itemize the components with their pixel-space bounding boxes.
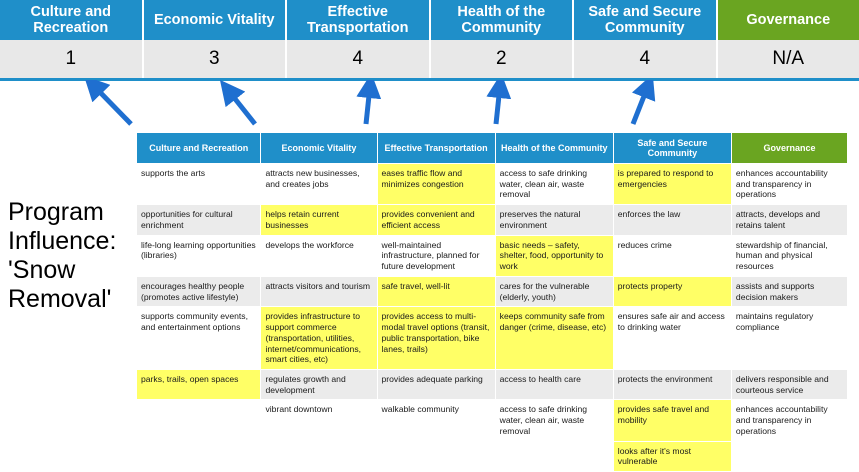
matrix-cell: is prepared to respond to emergencies — [613, 164, 731, 205]
matrix-cell: life-long learning opportunities (libraries) — [137, 235, 261, 276]
matrix-body — [137, 164, 848, 472]
matrix-cell: enhances accountability and transparency in operations — [731, 164, 847, 205]
matrix-cell: access to safe drinking water, clean air, waste removal — [495, 164, 613, 205]
table-row — [137, 205, 848, 235]
goal-score-governance: N/A — [718, 40, 859, 78]
matrix-header-row — [137, 133, 848, 164]
goal-score-economic-vitality: 3 — [144, 40, 288, 78]
arrow-group — [0, 80, 859, 132]
goal-header-label: Effective Transportation — [291, 4, 425, 36]
matrix-cell: access to safe drinking water, clean air, waste removal — [495, 400, 613, 441]
matrix-cell — [261, 441, 377, 471]
caption-line-3: 'Snow — [8, 256, 136, 285]
matrix-cell: well-maintained infrastructure, planned for future development — [377, 235, 495, 276]
table-row — [137, 276, 848, 306]
goal-header-label: Safe and Secure Community — [578, 4, 712, 36]
matrix-cell: maintains regulatory compliance — [731, 307, 847, 370]
goal-header-economic-vitality — [144, 0, 288, 40]
caption-line-1: Program — [8, 198, 136, 227]
matrix-cell: supports the arts — [137, 164, 261, 205]
matrix-cell: delivers responsible and courteous service — [731, 370, 847, 400]
matrix-cell: preserves the natural environment — [495, 205, 613, 235]
caption-line-2: Influence: — [8, 227, 136, 256]
goal-score-health-of-the-community: 2 — [431, 40, 575, 78]
matrix-cell: vibrant downtown — [261, 400, 377, 441]
matrix-cell: regulates growth and development — [261, 370, 377, 400]
matrix-cell: protects property — [613, 276, 731, 306]
matrix-cell: attracts visitors and tourism — [261, 276, 377, 306]
goal-score-safe-and-secure-community: 4 — [574, 40, 718, 78]
matrix-cell — [495, 441, 613, 471]
matrix-cell: ensures safe air and access to drinking water — [613, 307, 731, 370]
matrix-cell: provides safe travel and mobility — [613, 400, 731, 441]
matrix-cell — [377, 441, 495, 471]
matrix-cell: provides adequate parking — [377, 370, 495, 400]
matrix-cell: supports community events, and entertainment options — [137, 307, 261, 370]
goal-score-culture-and-recreation: 1 — [0, 40, 144, 78]
goal-header-label: Culture and Recreation — [4, 4, 138, 36]
goal-outcomes-matrix — [136, 132, 848, 472]
matrix-header-governance: Governance — [731, 133, 847, 164]
matrix-cell: looks after it's most vulnerable — [613, 441, 731, 471]
matrix-cell: access to health care — [495, 370, 613, 400]
matrix-cell: enforces the law — [613, 205, 731, 235]
matrix-header-effective-transportation: Effective Transportation — [377, 133, 495, 164]
matrix-cell: attracts, develops and retains talent — [731, 205, 847, 235]
matrix-cell: protects the environment — [613, 370, 731, 400]
arrow-culture-and-recreation — [93, 85, 131, 124]
goal-header-governance — [718, 0, 859, 40]
table-row — [137, 235, 848, 276]
matrix-cell: keeps community safe from danger (crime, disease, etc) — [495, 307, 613, 370]
matrix-cell: provides infrastructure to support commerce (transportation, utilities, internet/communications, smart cities, etc) — [261, 307, 377, 370]
goal-score-band — [0, 40, 859, 78]
matrix-header-economic-vitality: Economic Vitality — [261, 133, 377, 164]
goal-header-label: Economic Vitality — [154, 12, 275, 28]
table-row — [137, 307, 848, 370]
matrix-cell: walkable community — [377, 400, 495, 441]
matrix-cell: helps retain current businesses — [261, 205, 377, 235]
matrix-cell: safe travel, well-lit — [377, 276, 495, 306]
matrix-cell: provides convenient and efficient access — [377, 205, 495, 235]
matrix-cell: assists and supports decision makers — [731, 276, 847, 306]
goal-header-band — [0, 0, 859, 40]
matrix-cell: opportunities for cultural enrichment — [137, 205, 261, 235]
goal-header-label: Health of the Community — [435, 4, 569, 36]
program-influence-caption — [8, 198, 136, 314]
arrow-economic-vitality — [228, 90, 255, 124]
goal-header-safe-and-secure-community — [574, 0, 718, 40]
arrow-safe-and-secure-community — [633, 86, 648, 124]
matrix-cell: enhances accountability and transparency in operations — [731, 400, 847, 441]
matrix-cell: stewardship of financial, human and physical resources — [731, 235, 847, 276]
arrow-effective-transportation — [366, 86, 370, 124]
matrix-cell: basic needs – safety, shelter, food, opportunity to work — [495, 235, 613, 276]
matrix-header-health-of-the-community: Health of the Community — [495, 133, 613, 164]
matrix-cell: encourages healthy people (promotes active lifestyle) — [137, 276, 261, 306]
matrix-cell: provides access to multi-modal travel options (transit, public transportation, bike lanes, trails) — [377, 307, 495, 370]
matrix-cell — [137, 441, 261, 471]
table-row — [137, 441, 848, 471]
matrix-cell — [137, 400, 261, 441]
matrix-cell: cares for the vulnerable (elderly, youth) — [495, 276, 613, 306]
arrow-health-of-the-community — [496, 86, 500, 124]
matrix-header-safe-and-secure-community: Safe and Secure Community — [613, 133, 731, 164]
matrix-cell: attracts new businesses, and creates jobs — [261, 164, 377, 205]
matrix-cell: parks, trails, open spaces — [137, 370, 261, 400]
matrix-cell: develops the workforce — [261, 235, 377, 276]
caption-line-4: Removal' — [8, 285, 136, 314]
table-row — [137, 164, 848, 205]
matrix-cell: eases traffic flow and minimizes congestion — [377, 164, 495, 205]
matrix-cell — [731, 441, 847, 471]
matrix-header-culture-and-recreation: Culture and Recreation — [137, 133, 261, 164]
goal-header-culture-and-recreation — [0, 0, 144, 40]
goal-score-effective-transportation: 4 — [287, 40, 431, 78]
goal-header-effective-transportation — [287, 0, 431, 40]
table-row — [137, 400, 848, 441]
matrix-cell: reduces crime — [613, 235, 731, 276]
table-row — [137, 370, 848, 400]
goal-header-health-of-the-community — [431, 0, 575, 40]
goal-header-label: Governance — [746, 12, 830, 28]
